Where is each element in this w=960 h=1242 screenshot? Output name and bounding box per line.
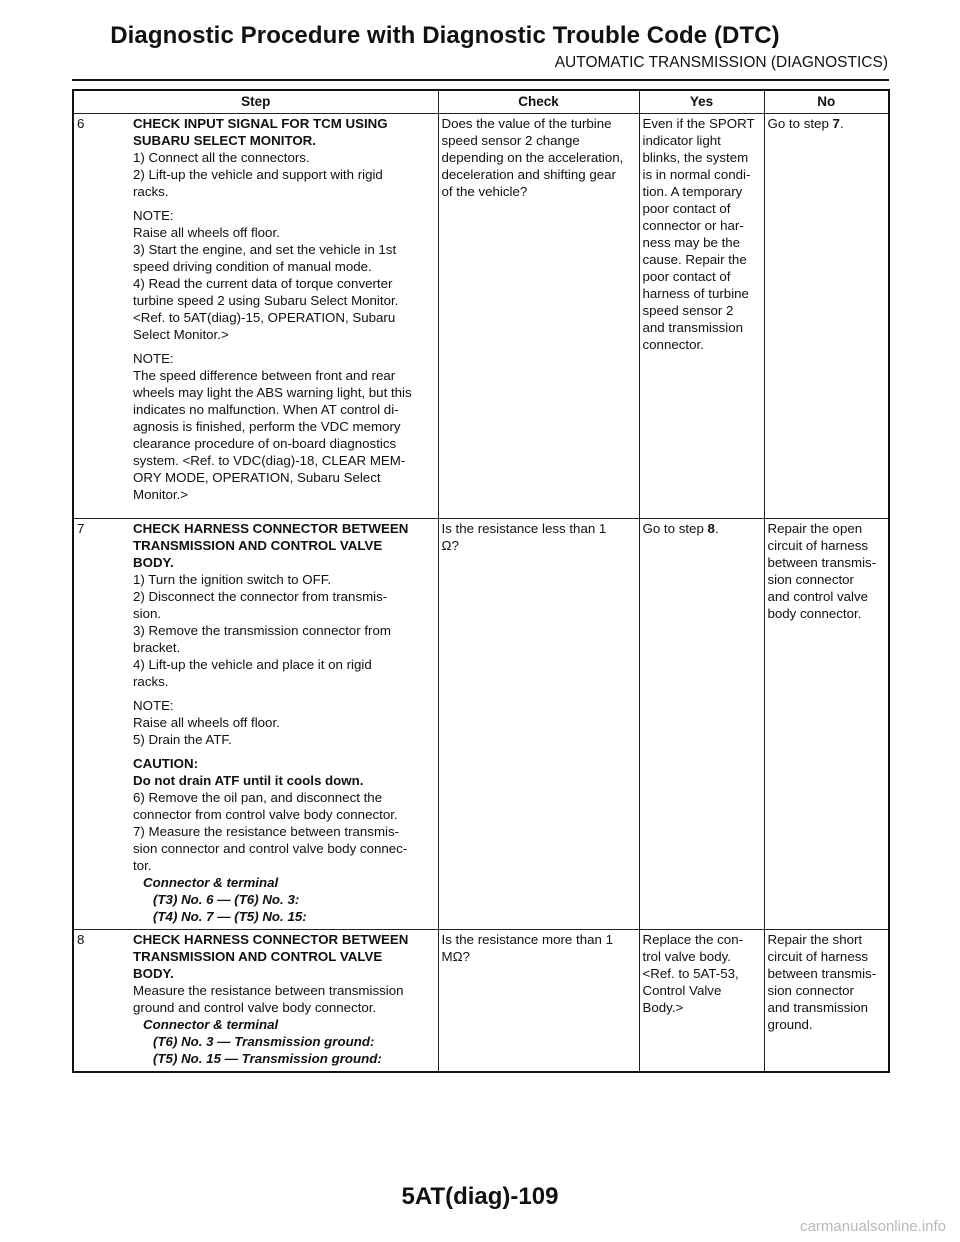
no-cell: Go to step 7. bbox=[764, 114, 889, 519]
yes-cell: Go to step 8. bbox=[639, 519, 764, 930]
step-title: CHECK INPUT SIGNAL FOR TCM USING SUBARU SELECT MONITOR. bbox=[133, 116, 388, 148]
column-header-no: No bbox=[764, 90, 889, 114]
check-cell: Does the value of the turbine speed sensor 2 change depending on the acceleration, deceleration and shifting gear of the vehicle? bbox=[438, 114, 639, 519]
check-cell: Is the resistance less than 1 Ω? bbox=[438, 519, 639, 930]
step-reference: 8 bbox=[707, 521, 715, 536]
step-number: 8 bbox=[77, 932, 85, 947]
column-header-check: Check bbox=[438, 90, 639, 114]
connector-terminal-spec: (T5) No. 15 — Transmission ground: bbox=[153, 1051, 382, 1066]
connector-terminal-spec: (T3) No. 6 — (T6) No. 3: bbox=[153, 892, 300, 907]
step-number: 7 bbox=[77, 521, 85, 536]
table-header-row bbox=[73, 90, 889, 114]
caution-label: CAUTION: bbox=[133, 756, 198, 771]
step-title: CHECK HARNESS CONNECTOR BETWEEN TRANSMISSION AND CONTROL VALVE BODY. bbox=[133, 932, 409, 981]
step-reference: 7 bbox=[832, 116, 840, 131]
note-text: The speed difference between front and rear wheels may light the ABS warning light, but this indicates no malfunction. When AT control di- agnosis is finished, perform the VDC memory clearance procedure of on-board diagnostics system. <Ref. to VDC(diag)-18, CLEAR MEM- ORY MODE, OPERATION, Subaru Select Monitor.> bbox=[133, 368, 412, 502]
connector-terminal-spec: (T6) No. 3 — Transmission ground: bbox=[153, 1034, 375, 1049]
page-number: 5AT(diag)-109 bbox=[401, 1183, 559, 1210]
connector-terminal-label: Connector & terminal bbox=[143, 875, 279, 890]
note-label: NOTE: bbox=[133, 698, 174, 713]
caution-text: Do not drain ATF until it cools down. bbox=[133, 773, 364, 788]
section-subtitle: AUTOMATIC TRANSMISSION (DIAGNOSTICS) bbox=[554, 54, 888, 71]
step-instructions: Measure the resistance between transmission ground and control valve body connector. bbox=[133, 983, 404, 1015]
page-title: Diagnostic Procedure with Diagnostic Trouble Code (DTC) bbox=[110, 22, 780, 49]
step-cell bbox=[73, 519, 438, 930]
step-instructions: 1) Connect all the connectors. 2) Lift-up the vehicle and support with rigid racks. bbox=[133, 150, 383, 199]
no-cell: Repair the short circuit of harness between transmis- sion connector and transmission ground. bbox=[764, 930, 889, 1073]
connector-terminal-label: Connector & terminal bbox=[143, 1017, 279, 1032]
table-row bbox=[73, 114, 889, 519]
check-cell: Is the resistance more than 1 MΩ? bbox=[438, 930, 639, 1073]
connector-terminal-spec: (T4) No. 7 — (T5) No. 15: bbox=[153, 909, 307, 924]
yes-cell: Replace the con- trol valve body. <Ref. to 5AT-53, Control Valve Body.> bbox=[639, 930, 764, 1073]
step-title: CHECK HARNESS CONNECTOR BETWEEN TRANSMISSION AND CONTROL VALVE BODY. bbox=[133, 521, 409, 570]
diagnostic-table bbox=[72, 89, 890, 1073]
column-header-yes: Yes bbox=[639, 90, 764, 114]
watermark: carmanualsonline.info bbox=[800, 1218, 946, 1235]
step-instructions: 6) Remove the oil pan, and disconnect the connector from control valve body connector. 7) Measure the resistance between transmis- sion connector and control valve body connec- tor. bbox=[133, 790, 408, 873]
header-rule bbox=[72, 79, 889, 81]
step-instructions: Raise all wheels off floor. 5) Drain the ATF. bbox=[133, 715, 280, 747]
note-label: NOTE: bbox=[133, 351, 174, 366]
step-cell bbox=[73, 114, 438, 519]
yes-cell: Even if the SPORT indicator light blinks, the system is in normal condi- tion. A temporary poor contact of connector or har- ness may be the cause. Repair the poor contact of harness of turbine speed sensor 2 and transmission connector. bbox=[639, 114, 764, 519]
step-instructions: Raise all wheels off floor. 3) Start the engine, and set the vehicle in 1st speed driving condition of manual mode. 4) Read the current data of torque converter turbine speed 2 using Subaru Select Monitor. <Ref. to 5AT(diag)-15, OPERATION, Subaru Select Monitor.> bbox=[133, 225, 399, 342]
note-label: NOTE: bbox=[133, 208, 174, 223]
column-header-step: Step bbox=[73, 90, 438, 114]
table-row bbox=[73, 930, 889, 1073]
step-number: 6 bbox=[77, 116, 85, 131]
step-cell bbox=[73, 930, 438, 1073]
step-instructions: 1) Turn the ignition switch to OFF. 2) Disconnect the connector from transmis- sion. 3) Remove the transmission connector from bracket. 4) Lift-up the vehicle and place it on rigid racks. bbox=[133, 572, 391, 689]
no-cell: Repair the open circuit of harness between transmis- sion connector and control valve body connector. bbox=[764, 519, 889, 930]
page-header bbox=[0, 0, 960, 84]
table-row bbox=[73, 519, 889, 930]
